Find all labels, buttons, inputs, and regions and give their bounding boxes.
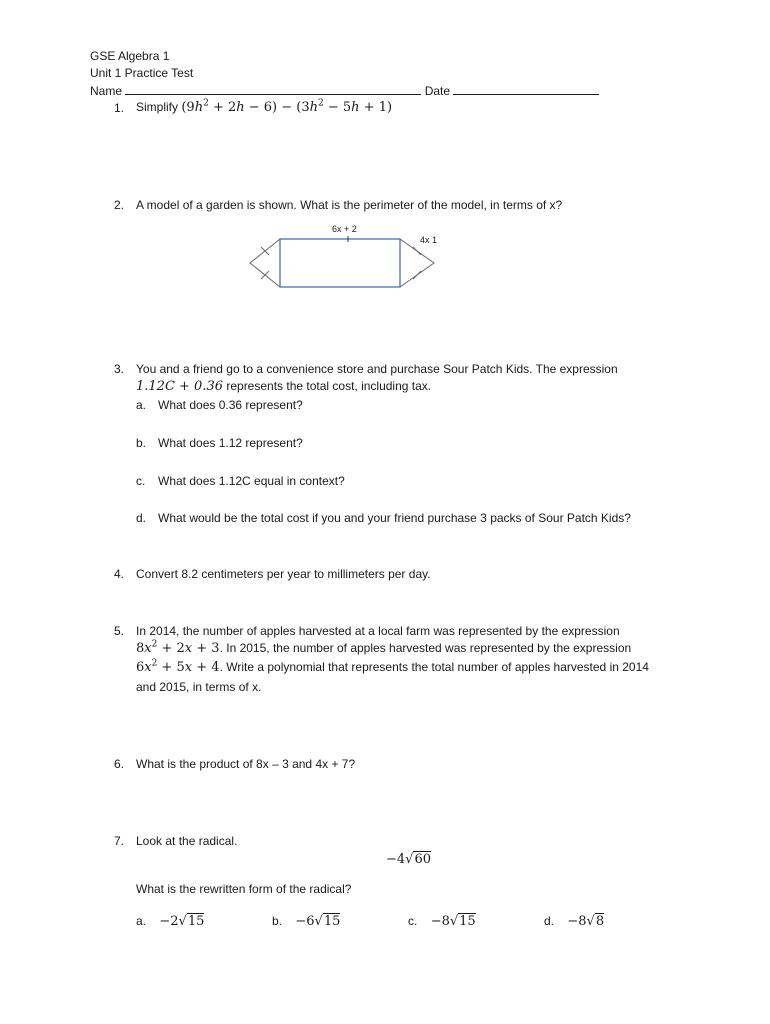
q5-line1: In 2014, the number of apples harvested at a local farm was represented by the expression [136,624,620,638]
q5-expr-2014: $8x^2 + 2x + 3$ [136,639,220,656]
q3-part-b-letter: b. [136,436,147,450]
q3-text-line2-wrap [136,379,431,394]
q3-part-d-letter: d. [136,511,147,525]
choice-radicand: 15 [187,914,205,929]
choice-letter: c. [408,914,418,928]
q1-expression: $(9h^2 + 2h - 6) - (3h^2 - 5h + 1)$ [181,98,393,115]
choice-coef: −8 [430,914,450,929]
q5-expr-2015: $6x^2 + 5x + 4$ [136,658,220,675]
tick-mark [413,247,421,255]
q3-number: 3. [113,362,124,376]
q5-number: 5. [113,624,124,638]
q7-choice-b [272,914,340,929]
name-label: Name [90,84,123,98]
q5-line2 [136,641,631,656]
q2-number: 2. [113,198,124,212]
garden-model-diagram [240,220,450,300]
q3-part-c: What does 1.12C equal in context? [158,474,345,488]
q4-text: Convert 8.2 centimeters per year to millimeters per day. [136,567,431,581]
choice-radicand: 15 [459,914,476,929]
choice-value: −8√8 [567,914,605,929]
tick-mark [413,271,421,279]
q5-line2-text: . In 2015, the number of apples harvested was represented by the expression [219,641,632,655]
choice-value: −6√15 [295,914,341,929]
q6-number: 6. [113,757,124,771]
choice-coef: −2 [159,914,179,929]
date-blank [453,83,599,95]
choice-letter: b. [272,914,283,928]
q1-prompt: Simplify [136,100,179,114]
choice-radicand: 15 [323,914,341,929]
q7-radical: −4√60 [386,852,431,867]
q7-question: What is the rewritten form of the radical? [136,882,352,896]
q3-expression: 1.12C + 0.36 [136,379,223,394]
q7-choice-c [408,914,476,929]
q1-text [136,100,392,115]
top-side-label: 6x + 2 [332,224,357,234]
q6-text: What is the product of 8x – 3 and 4x + 7? [136,757,356,771]
q3-text-line2: represents the total cost, including tax. [226,379,432,393]
choice-letter: a. [136,914,147,928]
choice-radicand: 8 [595,914,605,929]
q7-number: 7. [113,834,124,848]
garden-rectangle [280,239,400,287]
q3-part-b: What does 1.12 represent? [158,436,303,450]
q1-number: 1. [113,101,124,115]
q3-part-d: What would be the total cost if you and your friend purchase 3 packs of Sour Patch Kids? [158,511,631,525]
q3-text-line1: You and a friend go to a convenience store and purchase Sour Patch Kids. The expression [136,362,618,376]
slant-side-label: 4x 1 [420,235,438,245]
q3-part-a: What does 0.36 represent? [158,398,303,412]
name-date-line [90,83,599,98]
q7-choice-a [136,914,204,929]
date-label: Date [424,84,451,98]
choice-letter: d. [544,914,555,928]
left-triangle [250,239,280,287]
choice-value: −2√15 [159,914,205,929]
unit-title: Unit 1 Practice Test [90,66,194,80]
name-blank [125,83,421,95]
choice-value: −8√15 [430,914,476,929]
q3-part-c-letter: c. [136,474,146,488]
q4-number: 4. [113,567,124,581]
q5-line3-text: . Write a polynomial that represents the total number of apples harvested in 2014 [219,660,649,674]
q2-text: A model of a garden is shown. What is the perimeter of the model, in terms of x? [136,198,563,212]
right-triangle [400,239,434,287]
q5-line3 [136,660,649,675]
q3-part-a-letter: a. [136,398,147,412]
q7-text: Look at the radical. [136,834,238,848]
choice-coef: −6 [295,914,315,929]
q5-line4: and 2015, in terms of x. [136,680,262,694]
q7-choice-d [544,914,604,929]
choice-coef: −8 [567,914,587,929]
course-title: GSE Algebra 1 [90,49,170,63]
